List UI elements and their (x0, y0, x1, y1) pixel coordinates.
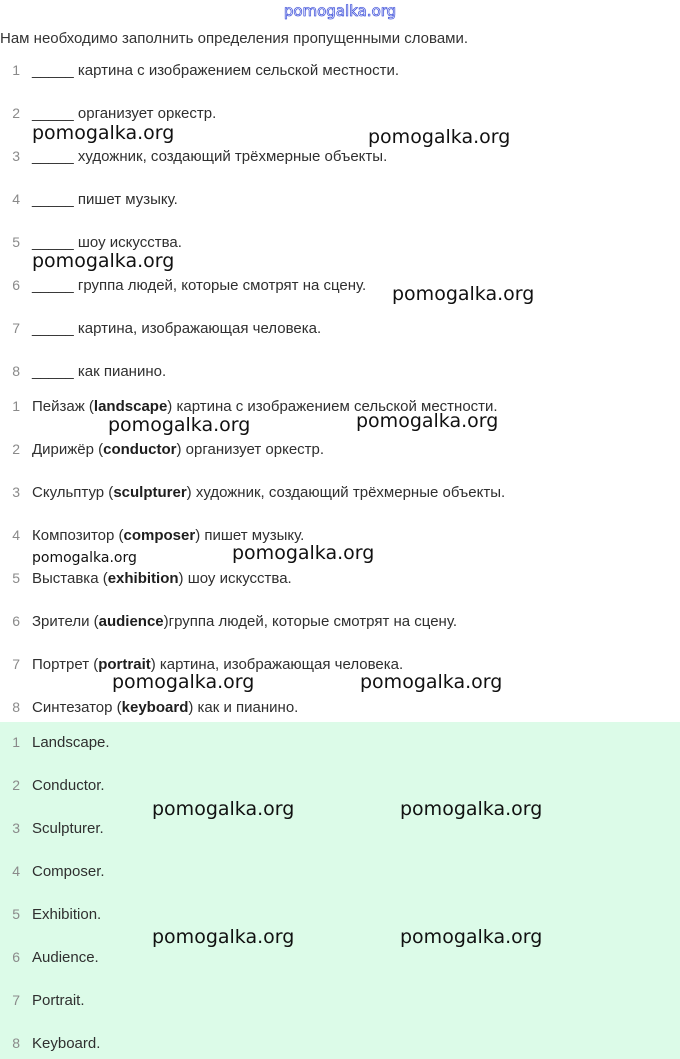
answer-ru-prefix: Скульптур ( (32, 484, 114, 501)
item-number: 6 (12, 949, 20, 965)
answer-word: landscape (93, 398, 168, 415)
item-number: 1 (12, 62, 20, 78)
answer-word: sculpturer (113, 484, 187, 501)
answer-suffix: ) как и пианино. (188, 699, 299, 716)
item-number: 5 (12, 906, 20, 922)
item-number: 3 (12, 484, 20, 500)
item-number: 2 (12, 441, 20, 457)
item-number: 7 (12, 656, 20, 672)
item-number: 4 (12, 527, 20, 543)
answer-word: audience (98, 613, 164, 630)
answer-item (0, 439, 324, 459)
short-answer-item (0, 818, 104, 838)
question-text: _____ организует оркестр. (32, 105, 217, 122)
item-number: 2 (12, 105, 20, 121)
watermark: pomogalka.org (360, 671, 503, 693)
short-answer-item (0, 775, 105, 795)
watermark: pomogalka.org (356, 410, 499, 432)
question-item (0, 361, 166, 381)
watermark: pomogalka.org (32, 250, 175, 272)
question-item (0, 318, 321, 338)
question-item (0, 275, 366, 295)
watermark: pomogalka.org (152, 926, 295, 948)
answer-ru-prefix: Зрители ( (32, 613, 99, 630)
answer-suffix: ) организует оркестр. (176, 441, 325, 458)
answer-suffix: )группа людей, которые смотрят на сцену. (163, 613, 457, 630)
watermark: pomogalka.org (368, 126, 511, 148)
watermark: pomogalka.org (392, 283, 535, 305)
short-answer-text: Portrait. (32, 992, 85, 1009)
watermark: pomogalka.org (400, 798, 543, 820)
watermark: pomogalka.org (232, 542, 375, 564)
short-answer-text: Sculpturer. (32, 820, 104, 837)
item-number: 8 (12, 363, 20, 379)
question-text: _____ как пианино. (32, 363, 167, 380)
item-number: 6 (12, 613, 20, 629)
short-answer-text: Composer. (32, 863, 105, 880)
answer-word: composer (123, 527, 196, 544)
question-text: _____ картина с изображением сельской местности. (32, 62, 400, 79)
answer-item (0, 568, 292, 588)
answer-ru-prefix: Пейзаж ( (32, 398, 94, 415)
short-answer-item (0, 1033, 100, 1053)
watermark: pomogalka.org (152, 798, 295, 820)
question-text: _____ группа людей, которые смотрят на сцену. (32, 277, 367, 294)
answers-highlight-block (0, 722, 680, 1059)
short-answer-item (0, 947, 99, 967)
short-answer-text: Landscape. (32, 734, 110, 751)
watermark: pomogalka.org (400, 926, 543, 948)
question-item (0, 103, 216, 123)
answer-suffix: ) картина с изображением сельской местности. (167, 398, 498, 415)
watermark: pomogalka.org (112, 671, 255, 693)
short-answer-item (0, 904, 101, 924)
answer-item (0, 611, 457, 631)
item-number: 5 (12, 234, 20, 250)
item-number: 5 (12, 570, 20, 586)
answer-item (0, 697, 298, 717)
item-number: 6 (12, 277, 20, 293)
question-item (0, 232, 182, 252)
short-answer-item (0, 732, 110, 752)
item-number: 2 (12, 777, 20, 793)
question-text: _____ художник, создающий трёхмерные объекты. (32, 148, 388, 165)
answer-word: keyboard (121, 699, 189, 716)
answer-suffix: ) картина, изображающая человека. (150, 656, 404, 673)
item-number: 3 (12, 820, 20, 836)
item-number: 1 (12, 398, 20, 414)
task-intro: Нам необходимо заполнить определения пропущенными словами. (0, 30, 469, 47)
short-answer-item (0, 861, 105, 881)
watermark: pomogalka.org (32, 550, 137, 566)
short-answer-text: Exhibition. (32, 906, 102, 923)
question-item (0, 146, 387, 166)
item-number: 8 (12, 1035, 20, 1051)
question-text: _____ пишет музыку. (32, 191, 178, 208)
answer-suffix: ) пишет музыку. (195, 527, 305, 544)
question-text: _____ картина, изображающая человека. (32, 320, 322, 337)
answer-suffix: ) шоу искусства. (178, 570, 292, 587)
short-answer-text: Conductor. (32, 777, 105, 794)
short-answer-text: Audience. (32, 949, 99, 966)
answer-ru-prefix: Синтезатор ( (32, 699, 122, 716)
question-text: _____ шоу искусства. (32, 234, 182, 251)
item-number: 7 (12, 992, 20, 1008)
watermark: pomogalka.org (32, 122, 175, 144)
answer-word: exhibition (107, 570, 179, 587)
item-number: 8 (12, 699, 20, 715)
site-header[interactable]: pomogalka.org (283, 2, 397, 20)
answer-ru-prefix: Дирижёр ( (32, 441, 104, 458)
question-item (0, 60, 399, 80)
item-number: 7 (12, 320, 20, 336)
item-number: 3 (12, 148, 20, 164)
item-number: 1 (12, 734, 20, 750)
answer-ru-prefix: Портрет ( (32, 656, 99, 673)
answer-word: conductor (103, 441, 177, 458)
answer-item (0, 482, 505, 502)
watermark: pomogalka.org (108, 414, 251, 436)
short-answer-item (0, 990, 85, 1010)
item-number: 4 (12, 191, 20, 207)
answer-ru-prefix: Выставка ( (32, 570, 108, 587)
item-number: 4 (12, 863, 20, 879)
question-item (0, 189, 178, 209)
answer-suffix: ) художник, создающий трёхмерные объекты. (186, 484, 506, 501)
short-answer-text: Keyboard. (32, 1035, 101, 1052)
answer-word: portrait (98, 656, 151, 673)
answer-ru-prefix: Композитор ( (32, 527, 124, 544)
